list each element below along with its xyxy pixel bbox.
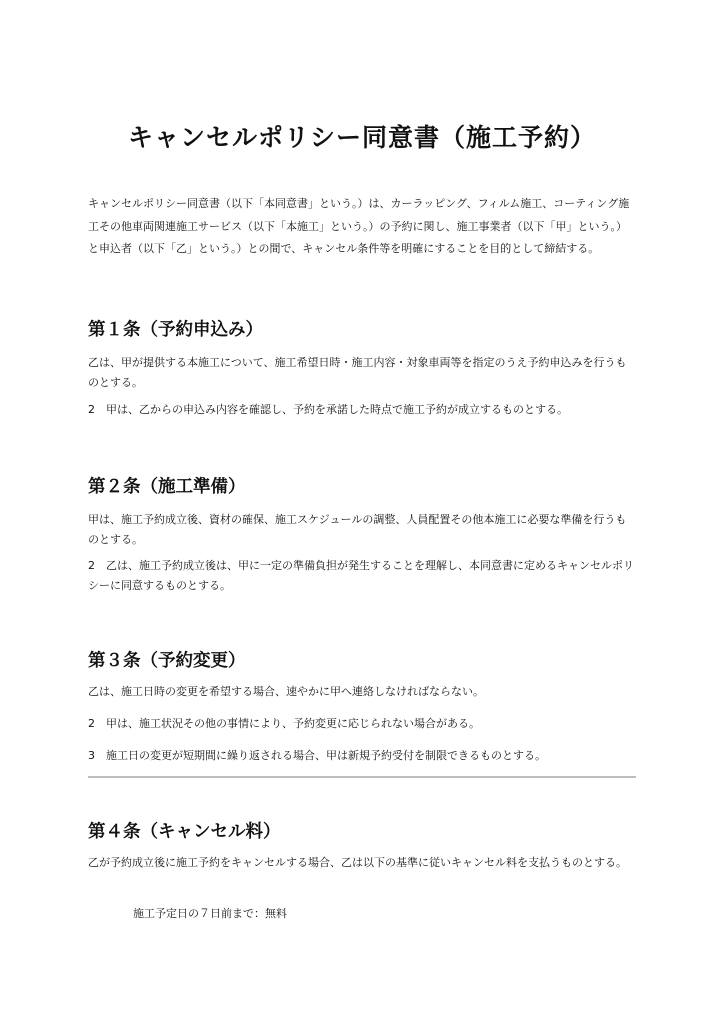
article-2-paragraph-2: 2 乙は、施工予約成立後は、甲に一定の準備負担が発生することを理解し、本同意書に定めるキャンセルポリシーに同意するものとする。 xyxy=(88,559,634,592)
intro-paragraph: キャンセルポリシー同意書（以下「本同意書」という。）は、カーラッピング、フィルム施工、コーティング施工その他車両関連施工サービス（以下「本施工」という。）の予約に関し、施工事業者（以下「甲」という。）と申込者（以下「乙」という。）との間で、キャンセル条件等を明確にすることを目的として締結する。 xyxy=(88,197,630,255)
article-3-paragraph-1: 乙は、施工日時の変更を希望する場合、速やかに甲へ連絡しなければならない。 xyxy=(88,685,484,698)
document-title: キャンセルポリシー同意書（施工予約） xyxy=(127,123,596,152)
article-3-paragraph-3: 3 施工日の変更が短期間に繰り返される場合、甲は新規予約受付を制限できるものとする。 xyxy=(88,749,546,762)
article-3-heading: 第３条（予約変更） xyxy=(88,651,246,671)
article-1-paragraph-2: 2 甲は、乙からの申込み内容を確認し、予約を承諾した時点で施工予約が成立するものとする。 xyxy=(88,403,568,416)
article-2-heading: 第２条（施工準備） xyxy=(88,477,246,497)
article-4-paragraph-1: 乙が予約成立後に施工予約をキャンセルする場合、乙は以下の基準に従いキャンセル料を支払うものとする。 xyxy=(88,856,627,869)
article-1-paragraph-1: 乙は、甲が提供する本施工について、施工希望日時・施工内容・対象車両等を指定のうえ予約申込みを行うものとする。 xyxy=(88,356,627,389)
article-4-heading: 第４条（キャンセル料） xyxy=(88,822,281,842)
section-divider xyxy=(88,776,636,778)
article-1-heading: 第１条（予約申込み） xyxy=(88,320,263,340)
article-3-paragraph-2: 2 甲は、施工状況その他の事情により、予約変更に応じられない場合がある。 xyxy=(88,717,480,730)
cancellation-fee-item: 施工予定日の７日前まで：無料 xyxy=(133,907,287,920)
article-2-paragraph-1: 甲は、施工予約成立後、資材の確保、施工スケジュールの調整、人員配置その他本施工に必要な準備を行うものとする。 xyxy=(88,513,627,546)
